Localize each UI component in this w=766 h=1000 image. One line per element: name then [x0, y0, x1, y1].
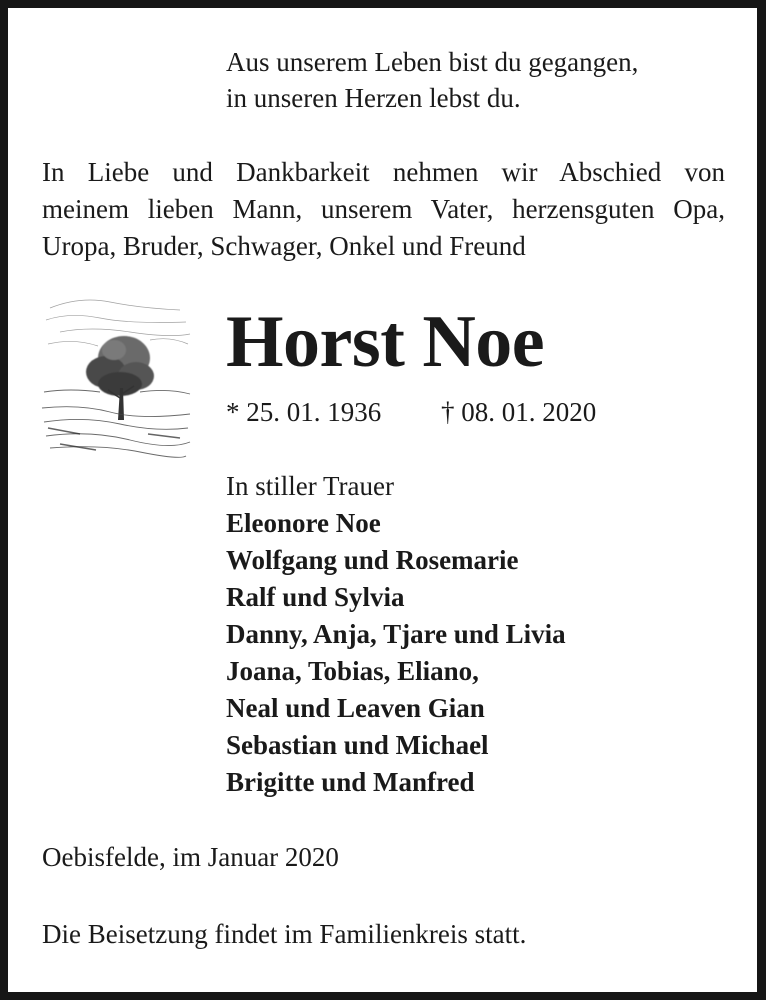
mourner: Neal und Leaven Gian: [226, 693, 485, 723]
mourner: Wolfgang und Rosemarie: [226, 545, 519, 575]
mourner-list: [226, 505, 566, 801]
tree-landscape-icon: [40, 288, 192, 468]
funeral-note: Die Beisetzung findet im Familienkreis statt.: [42, 919, 527, 949]
place-date: Oebisfelde, im Januar 2020: [42, 842, 339, 872]
mourning-block: [226, 468, 566, 801]
poem-line-2: in unseren Herzen lebst du.: [226, 83, 521, 113]
death-date: † 08. 01. 2020: [441, 397, 597, 427]
mourner: Eleonore Noe: [226, 508, 381, 538]
mourner: Sebastian und Michael: [226, 730, 489, 760]
mourner: Danny, Anja, Tjare und Livia: [226, 619, 566, 649]
deceased-name: Horst Noe: [226, 301, 545, 383]
mourning-heading: In stiller Trauer: [226, 471, 394, 501]
intro-line-3: Uropa, Bruder, Schwager, Onkel und Freund: [42, 231, 526, 261]
mourner: Brigitte und Manfred: [226, 767, 475, 797]
intro-line-1: In Liebe und Dankbarkeit nehmen wir Abschied von: [42, 157, 725, 187]
poem-line-1: Aus unserem Leben bist du gegangen,: [226, 47, 639, 77]
mourner: Joana, Tobias, Eliano,: [226, 656, 479, 686]
intro-line-2: meinem lieben Mann, unserem Vater, herzensguten Opa,: [42, 194, 725, 224]
poem: [226, 44, 638, 116]
mourner: Ralf und Sylvia: [226, 582, 405, 612]
intro-text: [42, 154, 725, 265]
birth-date: * 25. 01. 1936: [226, 397, 382, 427]
